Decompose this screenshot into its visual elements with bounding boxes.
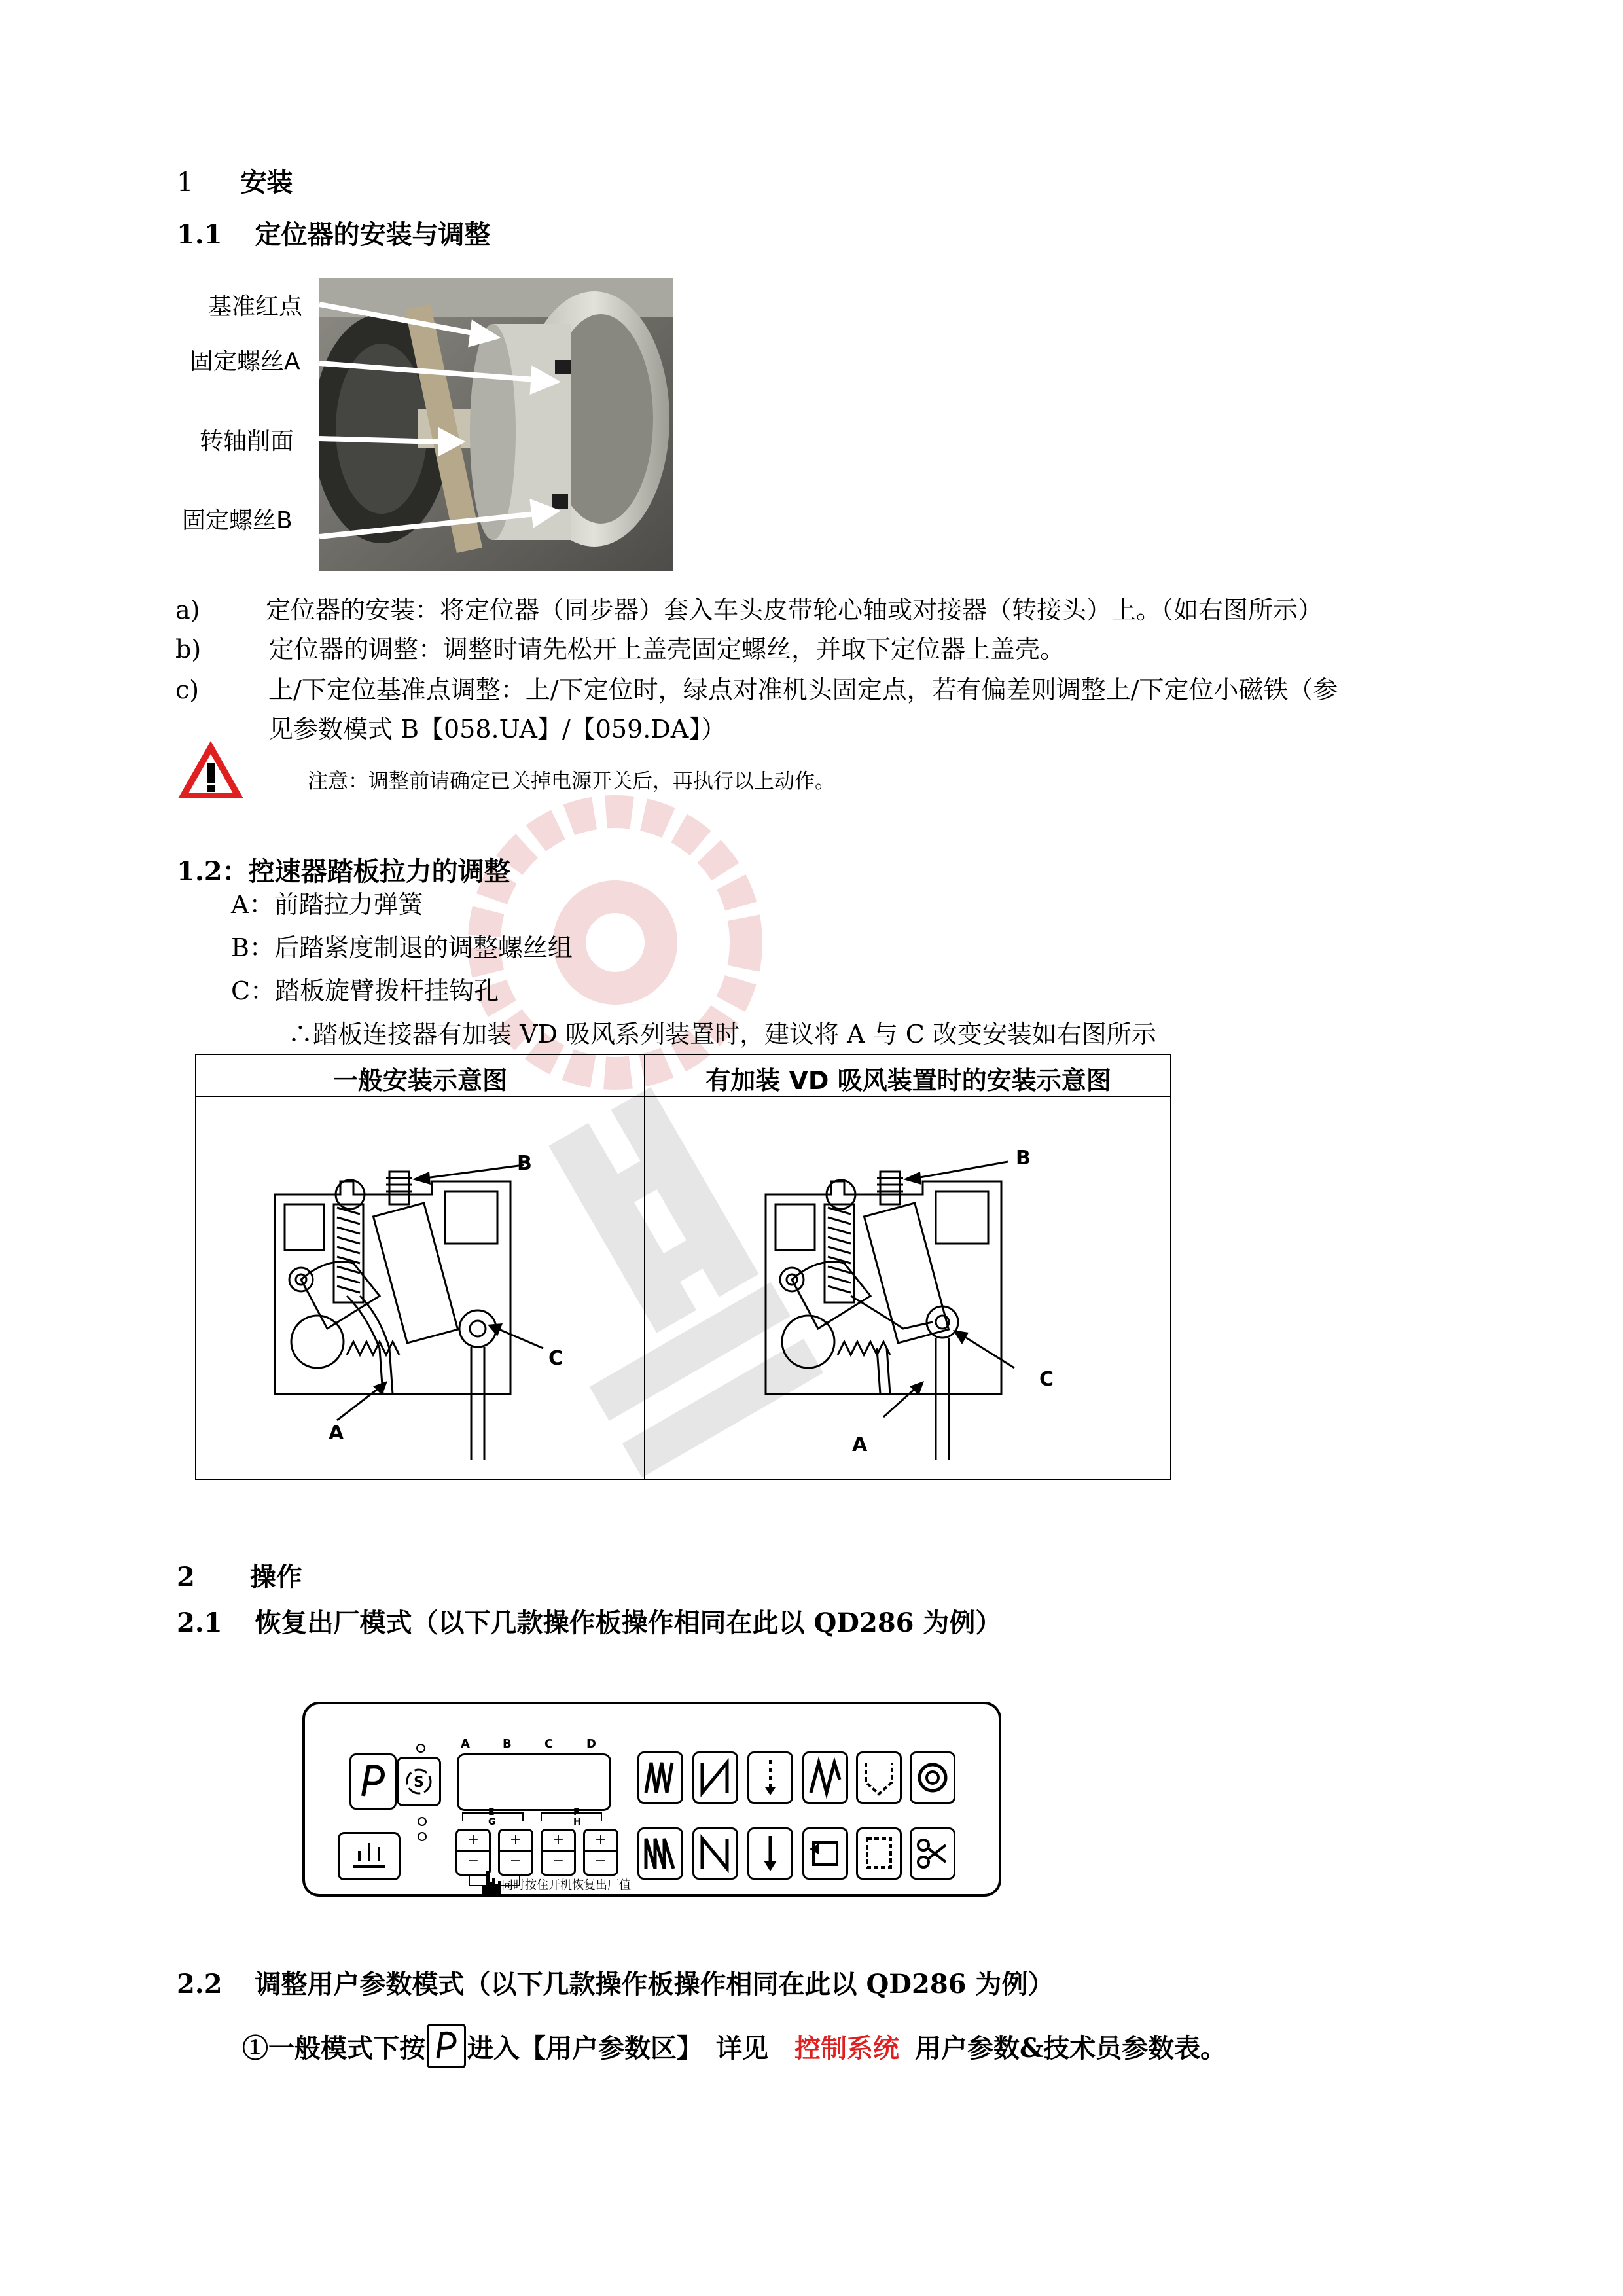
section-2-heading (177, 1556, 302, 1594)
section-2-1-title: 恢复出厂模式（以下几款操作板操作相同在此以 QD286 为例） (255, 1607, 1002, 1638)
stepper-b-plus[interactable]: + (500, 1831, 531, 1852)
stepper-b[interactable] (498, 1829, 533, 1876)
pedal-note: ∴踏板连接器有加装 VD 吸风系列装置时，建议将 A 与 C 改变安装如右图所示 (288, 1020, 1156, 1049)
stitch-btn-4[interactable] (802, 1751, 848, 1804)
pattern-stitch-icon (858, 1753, 900, 1802)
sub-letter-g: G (488, 1817, 496, 1827)
inline-p-button (427, 2024, 466, 2068)
section-2-2-heading (177, 1964, 1054, 2001)
label-a-left: A (329, 1422, 344, 1444)
back-tack-icon (694, 1753, 736, 1802)
label-screw-a: 固定螺丝A (190, 348, 300, 375)
step-c-continuation: 见参数模式 B【058.UA】/【059.DA】） (268, 715, 726, 744)
stitch-btn-8[interactable] (692, 1827, 738, 1880)
sub-letter-e: E (488, 1807, 495, 1818)
positioner-photo (319, 278, 673, 571)
end-tack-icon (694, 1829, 736, 1878)
table-header-vd: 有加装 VD 吸风装置时的安装示意图 (705, 1066, 1111, 1095)
top-letter-a: A (461, 1737, 470, 1751)
step-a (175, 594, 1478, 626)
step-b-text: 定位器的调整：调整时请先松开上盖壳固定螺丝，并取下定位器上盖壳。 (269, 635, 1065, 664)
stepper-a-minus[interactable]: − (467, 1853, 480, 1869)
step-c-marker: c) (175, 675, 200, 704)
label-shaft: 转轴削面 (200, 428, 294, 455)
label-screw-b: 固定螺丝B (182, 507, 293, 534)
stitch-btn-6[interactable] (910, 1751, 955, 1804)
stepper-d-minus[interactable]: − (594, 1853, 607, 1869)
indicator-dots-bottom2 (418, 1832, 427, 1841)
pedal-diagram-vd (753, 1132, 1093, 1460)
section-2-title: 操作 (249, 1562, 302, 1592)
label-c-left: C (548, 1347, 563, 1370)
stitch-btn-5[interactable] (856, 1751, 902, 1804)
svg-text:S: S (414, 1774, 424, 1791)
label-red-dot: 基准红点 (208, 293, 303, 320)
rotate-icon (912, 1753, 954, 1802)
step-c-text: 上/下定位基准点调整：上/下定位时，绿点对准机头固定点，若有偏差则调整上/下定位小磁铁（参 (268, 675, 1338, 704)
stepper-d-plus[interactable]: + (585, 1831, 616, 1852)
stepper-a-plus[interactable]: + (457, 1831, 489, 1852)
step-a-marker: a) (175, 596, 200, 624)
needle-position-button[interactable] (338, 1832, 401, 1880)
indicator-dots-top (416, 1744, 425, 1753)
section-2-1-heading (177, 1602, 1001, 1640)
scissors-icon (912, 1829, 954, 1878)
final-middle: 进入【用户参数区】 详见 (467, 2032, 768, 2064)
dotted-down-icon (749, 1753, 791, 1802)
section-1-title: 安装 (240, 167, 293, 198)
section-2-number: 2 (177, 1562, 195, 1592)
section-1-number: 1 (177, 168, 194, 198)
stitch-btn-12[interactable] (910, 1827, 955, 1880)
lcd-display (457, 1753, 611, 1811)
table-divider-vertical (644, 1055, 645, 1480)
control-panel (302, 1702, 1001, 1897)
section-1-1-heading (177, 214, 491, 251)
control-system-link[interactable]: 控制系统 (794, 2032, 899, 2064)
top-letter-c: C (544, 1737, 554, 1751)
pedal-item-a: A：前踏拉力弹簧 (231, 890, 423, 919)
section-1-1-title: 定位器的安装与调整 (255, 219, 491, 250)
top-letter-b: B (503, 1737, 512, 1751)
stitch-btn-1[interactable] (637, 1751, 683, 1804)
multi-tack-icon (639, 1829, 681, 1878)
stepper-b-minus[interactable]: − (509, 1853, 522, 1869)
pedal-diagram-general (262, 1132, 602, 1460)
needle-icon (340, 1834, 399, 1878)
hand-pointer-icon (476, 1869, 503, 1898)
warning-text: 注意：调整前请确定已关掉电源开关后，再执行以上动作。 (308, 770, 835, 793)
multi-stitch-icon (804, 1753, 846, 1802)
section-1-heading (177, 162, 293, 199)
section-2-1-number: 2.1 (177, 1607, 223, 1638)
section-1-1-number: 1.1 (177, 219, 223, 250)
step-a-text: 定位器的安装：将定位器（同步器）套入车头皮带轮心轴或对接器（转接头）上。（如右图所示） (266, 596, 1323, 624)
stepper-d[interactable] (583, 1829, 618, 1876)
final-suffix: 用户参数&技术员参数表。 (915, 2032, 1227, 2064)
step-b-marker: b) (175, 635, 202, 664)
s-button[interactable] (397, 1757, 441, 1806)
stitch-btn-11[interactable] (856, 1827, 902, 1880)
top-letter-d: D (586, 1737, 596, 1751)
indicator-dots-bottom (418, 1817, 427, 1826)
pedal-item-b: B：后踏紧度制退的调整螺丝组 (231, 933, 573, 962)
label-b-right: B (1016, 1147, 1031, 1170)
square-stitch-icon (858, 1829, 900, 1878)
label-c-right: C (1039, 1368, 1054, 1391)
bracket-right (541, 1812, 602, 1821)
step-b (175, 634, 1478, 665)
sub-letter-h: H (573, 1817, 581, 1827)
stepper-c-minus[interactable]: − (552, 1853, 565, 1869)
p-icon (351, 1755, 395, 1808)
panel-caption: 同时按住开机恢复出厂值 (501, 1878, 631, 1892)
bracket-left (462, 1812, 524, 1821)
table-header-general: 一般安装示意图 (332, 1066, 507, 1095)
positioner-photo-drawing (319, 278, 673, 571)
arrow-box-icon (804, 1829, 846, 1878)
section-2-2-number: 2.2 (177, 1969, 223, 2000)
stitch-btn-9[interactable] (747, 1827, 793, 1880)
stitch-btn-3[interactable] (747, 1751, 793, 1804)
label-b-left: B (517, 1152, 532, 1175)
step-c (175, 674, 1478, 706)
stepper-c-plus[interactable]: + (543, 1831, 574, 1852)
stitch-btn-10[interactable] (802, 1827, 848, 1880)
pedal-item-c: C：踏板旋臂拨杆挂钩孔 (231, 977, 499, 1005)
section-2-2-title: 调整用户参数模式（以下几款操作板操作相同在此以 QD286 为例） (255, 1969, 1054, 2000)
sub-letter-f: F (573, 1807, 580, 1818)
stepper-c[interactable] (541, 1829, 576, 1876)
warning-triangle-icon (175, 738, 246, 801)
p-button[interactable] (349, 1753, 397, 1810)
final-instruction (242, 2024, 1226, 2068)
section-1-2-heading: 1.2：控速器踏板拉力的调整 (177, 856, 510, 887)
needle-down-icon (749, 1829, 791, 1878)
label-a-right: A (852, 1433, 868, 1456)
stitch-btn-7[interactable] (637, 1827, 683, 1880)
zigzag-stitch-icon (639, 1753, 681, 1802)
stitch-btn-2[interactable] (692, 1751, 738, 1804)
final-prefix: ①一般模式下按 (242, 2032, 425, 2064)
p-icon (429, 2026, 464, 2066)
s-cycle-icon (399, 1759, 439, 1804)
